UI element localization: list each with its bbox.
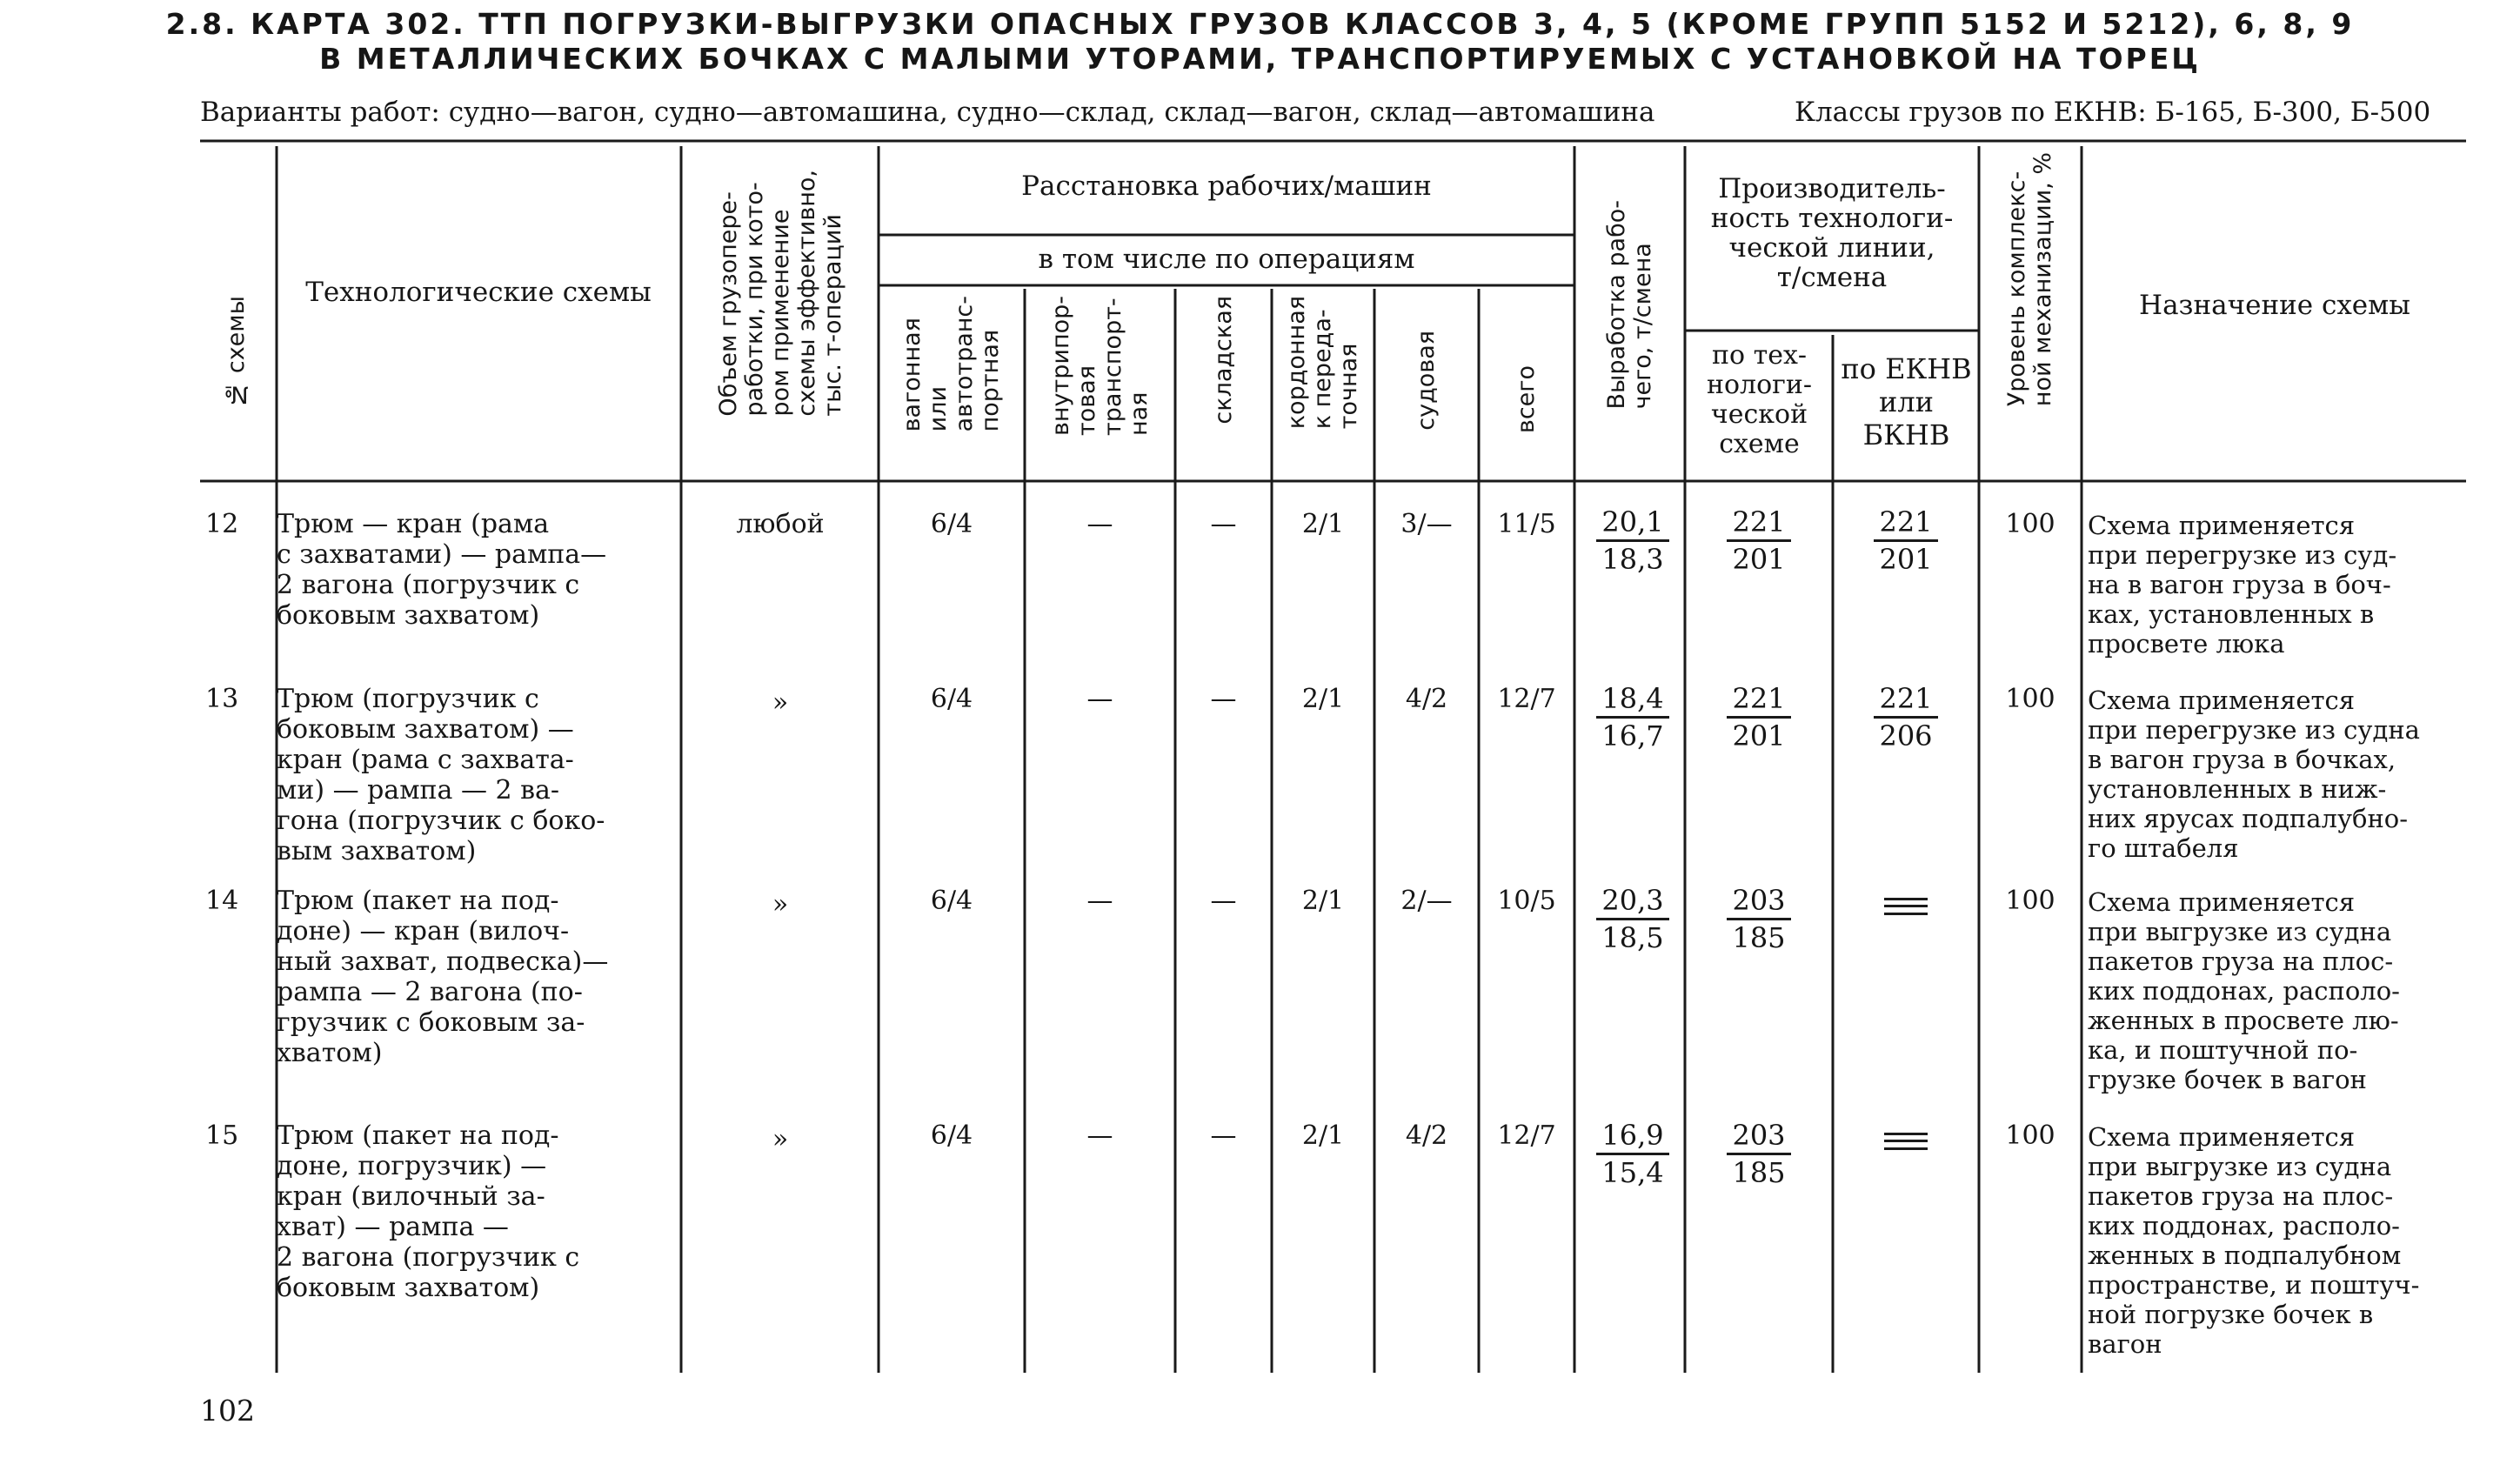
row-cordon: 2/1 [1301, 1120, 1345, 1151]
output-numerator: 16,9 [1596, 1118, 1668, 1155]
row-internal: — [1086, 509, 1113, 539]
page-number: 102 [200, 1394, 255, 1428]
row-scheme-number: 13 [205, 684, 239, 714]
row-purpose: Схема применяется при выгрузке из судна пакетов груза на плос- ких поддонах, располо- женных в подпалубном пространстве, и поштуч- ной погрузке бочек в вагон [2088, 1122, 2420, 1359]
card-title-line-2: В МЕТАЛЛИЧЕСКИХ БОЧКАХ С МАЛЫМИ УТОРАМИ, ТРАНСПОРТИРУЕМЫХ С УСТАНОВКОЙ НА ТОРЕЦ [319, 42, 2201, 76]
row-cordon: 2/1 [1301, 684, 1345, 714]
tech-denominator: 201 [1732, 719, 1786, 752]
row-internal: — [1086, 886, 1113, 916]
row-purpose: Схема применяется при перегрузке из суд- на в вагон груза в боч- ках, установленных в просвете люка [2088, 511, 2397, 659]
row-wagon: 6/4 [930, 1120, 973, 1151]
row-output [1594, 883, 1672, 955]
row-scheme-number: 14 [205, 886, 239, 916]
output-denominator: 18,3 [1601, 543, 1664, 576]
tech-numerator: 203 [1727, 1118, 1790, 1155]
row-scheme: Трюм — кран (рама с захватами) — рампа— 2 вагона (погрузчик с боковым захватом) [277, 509, 607, 631]
row-mechanization: 100 [2005, 684, 2055, 714]
row-productivity-ekhv-dash [1884, 1133, 1928, 1150]
row-scheme: Трюм (погрузчик с боковым захватом) — кран (рама с захвата- ми) — рампа — 2 ва- гона (погрузчик с боко- вым захватом) [277, 684, 605, 866]
row-warehouse: — [1210, 886, 1237, 916]
row-productivity-ekhv [1867, 681, 1945, 753]
row-output [1594, 505, 1672, 577]
header-by-tech-scheme: по тех- нологи- ческой схеме [1706, 340, 1813, 459]
header-schemes: Технологические схемы [305, 277, 652, 308]
row-mechanization: 100 [2005, 886, 2055, 916]
row-total: 12/7 [1497, 1120, 1556, 1151]
output-denominator: 15,4 [1601, 1156, 1664, 1189]
row-purpose: Схема применяется при выгрузке из судна пакетов груза на плос- ких поддонах, располо- женных в просвете лю- ка, и поштучной по- грузке бочек в вагон [2088, 887, 2400, 1094]
row-total: 11/5 [1497, 509, 1556, 539]
row-wagon: 6/4 [930, 509, 973, 539]
row-productivity-tech [1720, 681, 1798, 753]
row-internal: — [1086, 684, 1113, 714]
row-scheme: Трюм (пакет на под- доне) — кран (вилоч- ный захват, подвеска)— рампа — 2 вагона (по- грузчик с боковым за- хватом) [277, 886, 609, 1068]
row-ship: 4/2 [1405, 684, 1448, 714]
tech-denominator: 185 [1732, 1156, 1786, 1189]
ekhv-denominator: 201 [1879, 543, 1933, 576]
row-output [1594, 1118, 1672, 1190]
row-volume: » [772, 1124, 789, 1154]
header-internal: внутрипор- товая транспорт- ная [1046, 296, 1153, 437]
row-volume: » [772, 687, 789, 718]
card-title-line-1: 2.8. КАРТА 302. ТТП ПОГРУЗКИ-ВЫГРУЗКИ ОПАСНЫХ ГРУЗОВ КЛАССОВ 3, 4, 5 (КРОМЕ ГРУПП 5152 И 5212), 6, 8, 9 [165, 7, 2355, 41]
row-total: 10/5 [1497, 886, 1556, 916]
tech-numerator: 221 [1727, 681, 1790, 719]
tech-denominator: 185 [1732, 921, 1786, 954]
row-cordon: 2/1 [1301, 886, 1345, 916]
tech-numerator: 221 [1727, 505, 1790, 542]
header-by-ekhv: по ЕКНВ или БКНВ [1841, 352, 1972, 451]
row-productivity-tech [1720, 505, 1798, 577]
row-total: 12/7 [1497, 684, 1556, 714]
header-volume: Объем грузопере- работки, при кото- ром применение схемы эффективно, тыс. т-операций [714, 170, 846, 417]
row-internal: — [1086, 1120, 1113, 1151]
row-purpose: Схема применяется при перегрузке из судна в вагон груза в бочках, установленных в ниж- них ярусах подпалубно- го штабеля [2088, 685, 2420, 863]
output-numerator: 20,1 [1596, 505, 1668, 542]
row-warehouse: — [1210, 1120, 1237, 1151]
header-purpose: Назначение схемы [2139, 290, 2410, 321]
row-ship: 4/2 [1405, 1120, 1448, 1151]
header-scheme-number: № схемы [223, 296, 250, 408]
row-scheme-number: 12 [205, 509, 239, 539]
row-mechanization: 100 [2005, 509, 2055, 539]
row-productivity-ekhv-dash [1884, 898, 1928, 915]
row-wagon: 6/4 [930, 684, 973, 714]
ekhv-denominator: 206 [1879, 719, 1933, 752]
header-ship: судовая [1413, 331, 1440, 431]
output-numerator: 18,4 [1596, 681, 1668, 719]
cargo-classes: Классы грузов по ЕКНВ: Б-165, Б-300, Б-500 [1795, 97, 2431, 128]
row-output [1594, 681, 1672, 753]
row-cordon: 2/1 [1301, 509, 1345, 539]
header-mechanization: Уровень комплекс- ной механизации, % [2003, 152, 2056, 407]
header-placement: Расстановка рабочих/машин [1021, 171, 1432, 202]
ekhv-numerator: 221 [1874, 681, 1937, 719]
row-mechanization: 100 [2005, 1120, 2055, 1151]
output-numerator: 20,3 [1596, 883, 1668, 920]
output-denominator: 16,7 [1601, 719, 1664, 752]
ekhv-numerator: 221 [1874, 505, 1937, 542]
row-productivity-tech [1720, 883, 1798, 955]
header-warehouse: складская [1209, 296, 1237, 425]
tech-denominator: 201 [1732, 543, 1786, 576]
row-ship: 3/— [1400, 509, 1453, 539]
header-wagon: вагонная или автотранс- портная [899, 296, 1004, 432]
row-volume: » [772, 889, 789, 920]
header-productivity: Производитель- ность технологи- ческой линии, т/смена [1710, 173, 1954, 293]
row-volume: любой [736, 509, 825, 539]
row-productivity-tech [1720, 1118, 1798, 1190]
row-warehouse: — [1210, 684, 1237, 714]
work-variants: Варианты работ: судно—вагон, судно—автомашина, судно—склад, склад—вагон, склад—автомашина [200, 97, 1655, 128]
header-by-operations: в том числе по операциям [1038, 244, 1415, 275]
row-ship: 2/— [1400, 886, 1453, 916]
output-denominator: 18,5 [1601, 921, 1664, 954]
header-output: Выработка рабо- чего, т/смена [1602, 200, 1656, 410]
row-scheme-number: 15 [205, 1120, 239, 1151]
row-wagon: 6/4 [930, 886, 973, 916]
row-warehouse: — [1210, 509, 1237, 539]
row-scheme: Трюм (пакет на под- доне, погрузчик) — кран (вилочный за- хват) — рампа — 2 вагона (погрузчик с боковым захватом) [277, 1120, 580, 1303]
header-total: всего [1513, 365, 1540, 434]
row-productivity-ekhv [1867, 505, 1945, 577]
header-cordon: кордонная к переда- точная [1283, 296, 1362, 430]
tech-numerator: 203 [1727, 883, 1790, 920]
